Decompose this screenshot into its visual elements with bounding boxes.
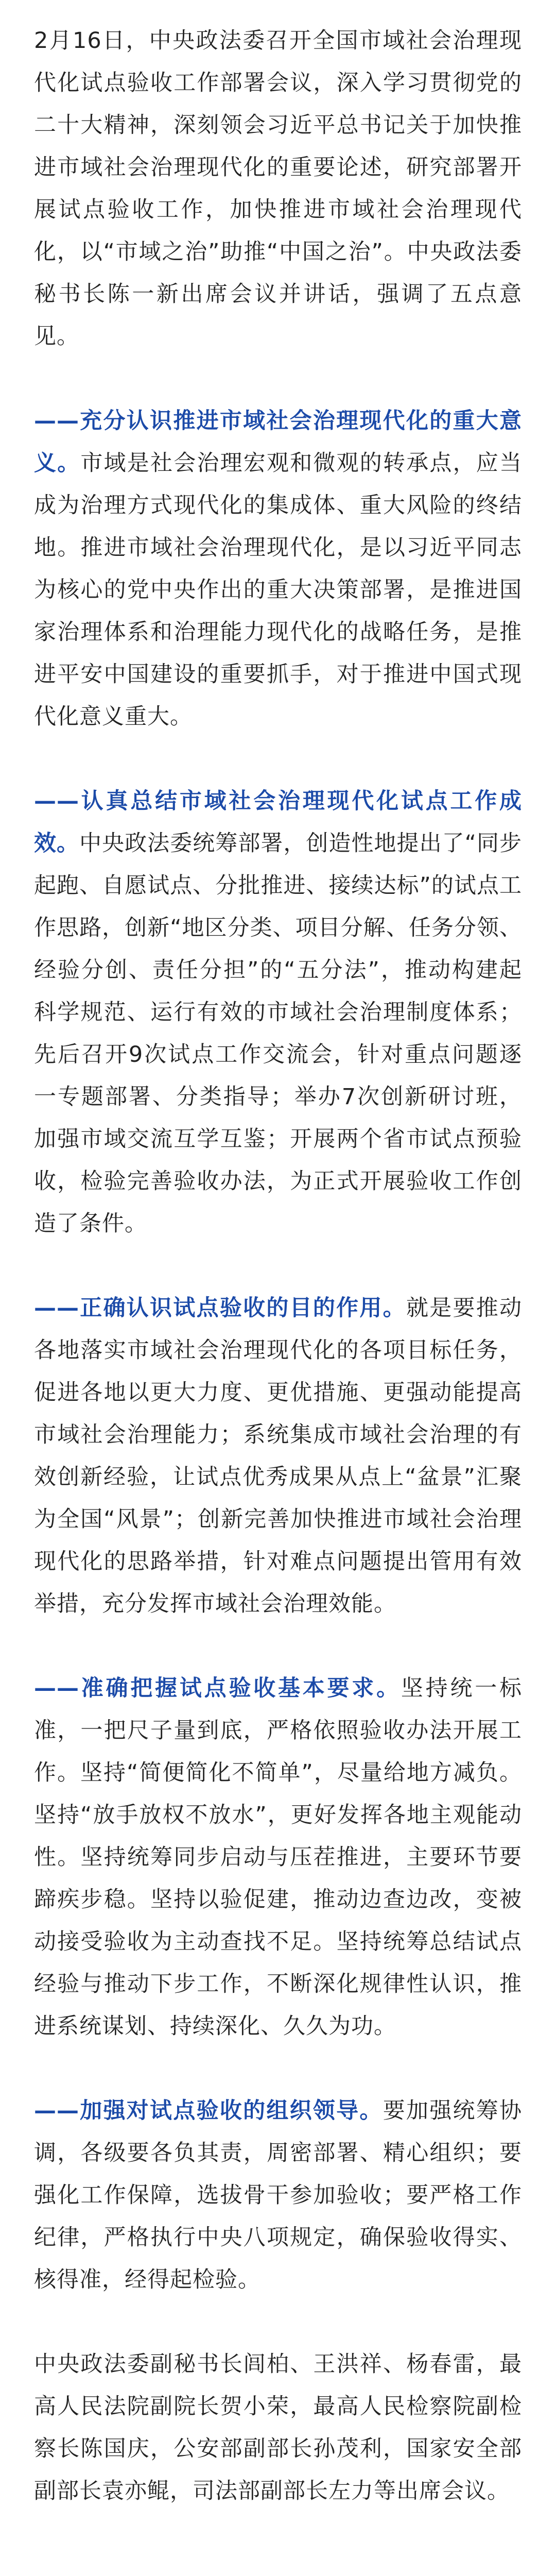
article-body: [34, 20, 522, 2512]
point-5-text: 要加强统筹协调，各级要各负其责，周密部署、精心组织；要强化工作保障，选拔骨干参加验收；要严格工作纪律，严格执行中央八项规定，确保验收得实、核得准，经得起检验。: [34, 2098, 523, 2293]
point-1-heading: ——充分认识推进市域社会治理现代化的重大意义。: [34, 408, 522, 476]
point-3-text: 就是要推动各地落实市域社会治理现代化的各项目标任务，促进各地以更大力度、更优措施、更强动能提高市域社会治理能力；系统集成市域社会治理的有效创新经验，让试点优秀成果从点上“盆景”汇聚为全国“风景”；创新完善加快推进市域社会治理现代化的思路举措，针对难点问题提出管用有效举措，充分发挥市域社会治理效能。: [34, 1295, 523, 1617]
point-4-text: 坚持统一标准，一把尺子量到底，严格依照验收办法开展工作。坚持“简便简化不简单”，尽量给地方减负。坚持“放手放权不放水”，更好发挥各地主观能动性。坚持统筹同步启动与压茬推进，主要环节要蹄疾步稳。坚持以验促建，推动边查边改，变被动接受验收为主动查找不足。坚持统筹总结试点经验与推动下步工作，不断深化规律性认识，推进系统谋划、持续深化、久久为功。: [34, 1675, 523, 2039]
point-paragraph-2: [34, 780, 522, 1245]
point-2-heading: ——认真总结市域社会治理现代化试点工作成效。: [34, 788, 522, 856]
intro-paragraph: [34, 20, 522, 358]
closing-paragraph: [34, 2343, 522, 2512]
point-2-text: 中央政法委统筹部署，创造性地提出了“同步起跑、自愿试点、分批推进、接续达标”的试点工作思路，创新“地区分类、项目分解、任务分领、经验分创、责任分担”的“五分法”，推动构建起科学规范、运行有效的市域社会治理制度体系；先后召开9次试点工作交流会，针对重点问题逐一专题部署、分类指导；举办7次创新研讨班，加强市域交流互学互鉴；开展两个省市试点预验收，检验完善验收办法，为正式开展验收工作创造了条件。: [34, 831, 523, 1236]
point-1-text: 市域是社会治理宏观和微观的转承点，应当成为治理方式现代化的集成体、重大风险的终结地。推进市域社会治理现代化，是以习近平同志为核心的党中央作出的重大决策部署，是推进国家治理体系和治理能力现代化的战略任务，是推进平安中国建设的重要抓手，对于推进中国式现代化意义重大。: [34, 450, 523, 730]
point-paragraph-4: [34, 1667, 522, 2047]
point-5-heading: ——加强对试点验收的组织领导。: [34, 2098, 383, 2124]
point-paragraph-3: [34, 1287, 522, 1625]
attendees-text: 中央政法委副秘书长闾柏、王洪祥、杨春雷，最高人民法院副院长贺小荣，最高人民检察院副检察长陈国庆，公安部副部长孙茂利，国家安全部副部长袁亦鲲，司法部副部长左力等出席会议。: [34, 2351, 522, 2504]
intro-text: 2月16日，中央政法委召开全国市域社会治理现代化试点验收工作部署会议，深入学习贯彻党的二十大精神，深刻领会习近平总书记关于加快推进市域社会治理现代化的重要论述，研究部署开展试点验收工作，加快推进市域社会治理现代化，以“市域之治”助推“中国之治”。中央政法委秘书长陈一新出席会议并讲话，强调了五点意见。: [34, 28, 522, 349]
point-3-heading: ——正确认识试点验收的目的作用。: [34, 1295, 406, 1321]
point-paragraph-5: [34, 2090, 522, 2301]
point-paragraph-1: [34, 400, 522, 738]
point-4-heading: ——准确把握试点验收基本要求。: [34, 1675, 401, 1701]
